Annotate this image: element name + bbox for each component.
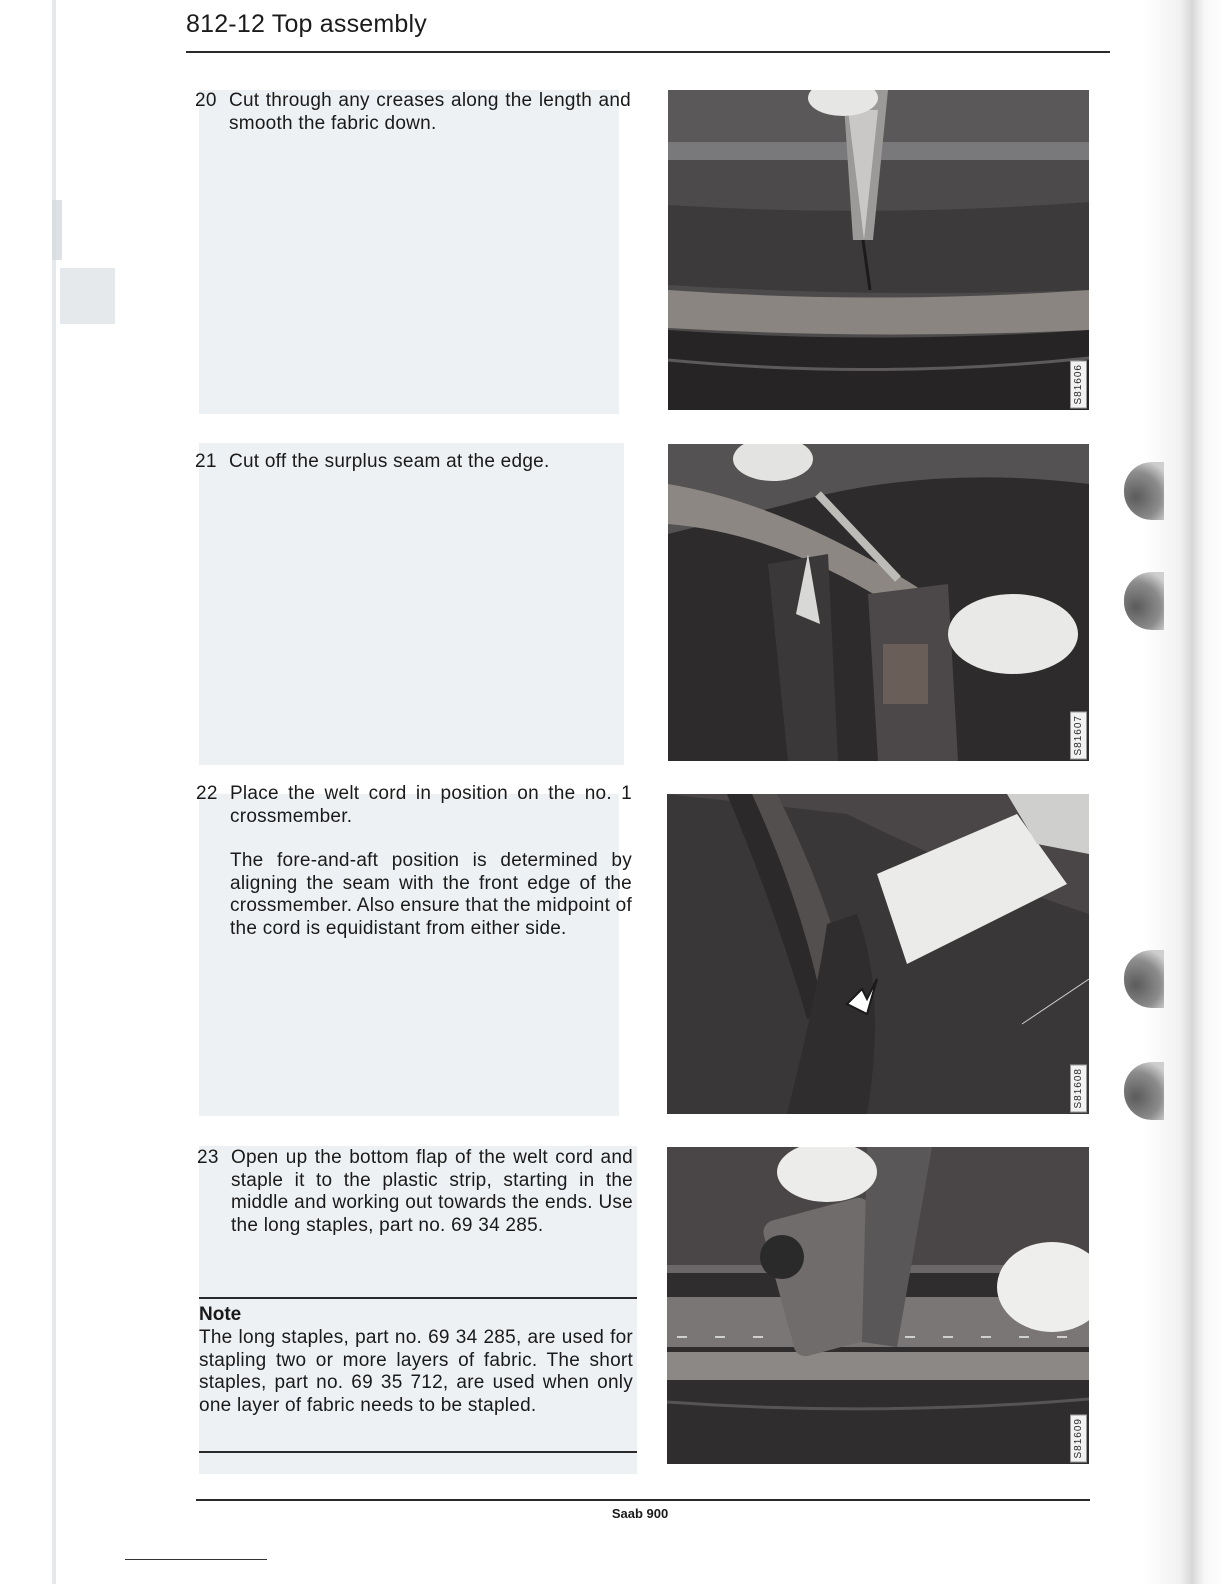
binder-ring-icon [1124,1062,1164,1120]
binder-edge [1144,0,1224,1584]
photo-s81607 [668,444,1089,761]
binder-ring-icon [1124,572,1164,630]
step-20 [195,90,631,135]
step-22 [196,783,632,940]
footnote-rule [125,1559,267,1560]
step-text: Cut off the surplus seam at the edge. [229,451,550,472]
binder-ring-icon [1124,462,1164,520]
note-top-rule [199,1297,637,1299]
text-panel [199,90,619,414]
step-number: 21 [195,451,217,472]
text-panel [199,443,624,765]
step-23 [197,1147,633,1237]
trimming-seam-photo [668,444,1089,761]
photo-s81609 [667,1147,1089,1464]
photo-id: S81606 [1070,360,1087,408]
step-text: The fore-and-aft position is determined by aligning the seam with the front edge of the crossmember. Also ensure that the midpoint of the cord is equidistant from either side. [230,850,633,939]
step-text: Cut through any creases along the length and smooth the fabric down. [229,90,631,134]
note-bottom-rule [199,1451,637,1453]
step-number: 20 [195,90,217,111]
photo-id: S81608 [1070,1064,1087,1112]
knife-cutting-fabric-photo [668,90,1089,410]
step-number: 23 [197,1147,219,1168]
header-divider [186,51,1110,53]
page-title: 812-12 Top assembly [186,10,427,38]
binder-ring-icon [1124,950,1164,1008]
footer-model-name: Saab 900 [611,1506,669,1521]
scan-smudge [60,268,115,324]
step-text: Open up the bottom flap of the welt cord and staple it to the plastic strip, starting in the middle and working out towards the ends. Use the long staples, part no. 69 34 285. [231,1147,633,1236]
note-title: Note [199,1304,242,1325]
step-text: Place the welt cord in position on the no. 1 crossmember. [230,783,632,827]
scan-smudge [52,200,62,260]
photo-s81608 [667,794,1089,1114]
photo-s81606 [668,90,1089,410]
photo-id: S81607 [1070,711,1087,759]
step-21 [195,451,631,474]
stapler-photo [667,1147,1089,1464]
step-number: 22 [196,783,218,804]
note-text: The long staples, part no. 69 34 285, are used for stapling two or more layers of fabric. The short staples, part no. 69 35 712, are used when only one layer of fabric needs to be stapled. [199,1327,633,1416]
footer-divider [196,1499,1090,1501]
photo-id: S81609 [1070,1414,1087,1462]
welt-cord-position-photo [667,794,1089,1114]
